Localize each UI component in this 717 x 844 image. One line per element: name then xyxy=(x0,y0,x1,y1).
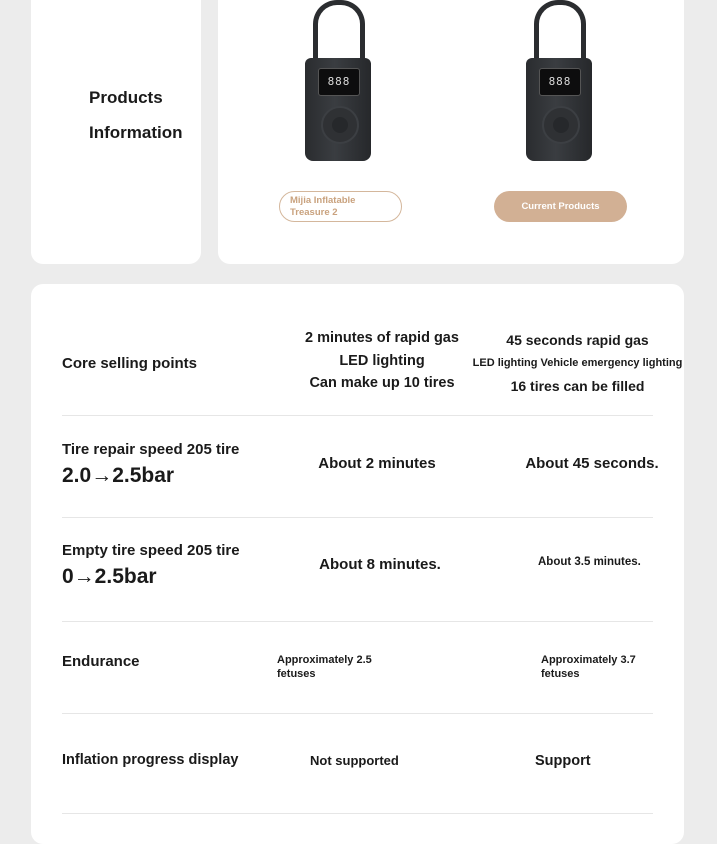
pump-display: 888 xyxy=(539,68,581,96)
old-value-line: Can make up 10 tires xyxy=(309,375,455,391)
row-label-pressure: 2.0→2.5bar xyxy=(62,464,175,487)
pump-body xyxy=(305,58,371,161)
title-line-2: Information xyxy=(89,123,183,142)
row-label-pressure: 0→2.5bar xyxy=(62,565,157,588)
old-value: Not supported xyxy=(310,753,399,768)
pump-dial xyxy=(542,106,580,144)
old-value: Approximately 2.5 fetuses xyxy=(277,654,372,680)
row-divider xyxy=(62,813,653,814)
products-card xyxy=(218,0,684,264)
row-label-text: Tire repair speed 205 tire xyxy=(62,441,240,458)
new-value-line: LED lighting Vehicle emergency lighting xyxy=(472,357,683,369)
new-value: About 45 seconds. xyxy=(525,455,659,472)
old-value xyxy=(272,327,492,395)
row-label: Core selling points xyxy=(62,355,198,372)
old-value: About 2 minutes xyxy=(318,455,436,472)
new-value: Approximately 3.7 fetuses xyxy=(541,654,636,680)
title-line-1: Products xyxy=(89,88,163,107)
new-value xyxy=(464,329,691,398)
new-value: Support xyxy=(535,753,591,769)
products-info-title xyxy=(89,80,183,150)
row-label: Endurance xyxy=(62,653,140,670)
product-image-current-pump xyxy=(526,0,596,162)
row-divider xyxy=(62,713,653,714)
row-label xyxy=(62,441,239,488)
products-info-card xyxy=(31,0,201,264)
current-product-tag[interactable]: Current Products xyxy=(494,191,627,222)
row-label-text: Empty tire speed 205 tire xyxy=(62,542,240,559)
new-value-line: 45 seconds rapid gas xyxy=(506,332,649,348)
pump-display: 888 xyxy=(318,68,360,96)
old-value: About 8 minutes. xyxy=(319,556,441,573)
row-label: Inflation progress display xyxy=(62,752,239,768)
new-value-line: 16 tires can be filled xyxy=(510,378,645,394)
old-product-tag[interactable]: Mijia Inflatable Treasure 2 xyxy=(279,191,402,222)
new-value: About 3.5 minutes. xyxy=(538,556,641,568)
row-divider xyxy=(62,415,653,416)
comparison-card xyxy=(31,284,684,844)
old-value-line: 2 minutes of rapid gas xyxy=(305,330,459,346)
row-divider xyxy=(62,517,653,518)
row-divider xyxy=(62,621,653,622)
product-image-old-pump xyxy=(305,0,375,162)
row-label xyxy=(62,542,240,589)
old-value-line: LED lighting xyxy=(339,352,425,369)
pump-body xyxy=(526,58,592,161)
pump-dial xyxy=(321,106,359,144)
